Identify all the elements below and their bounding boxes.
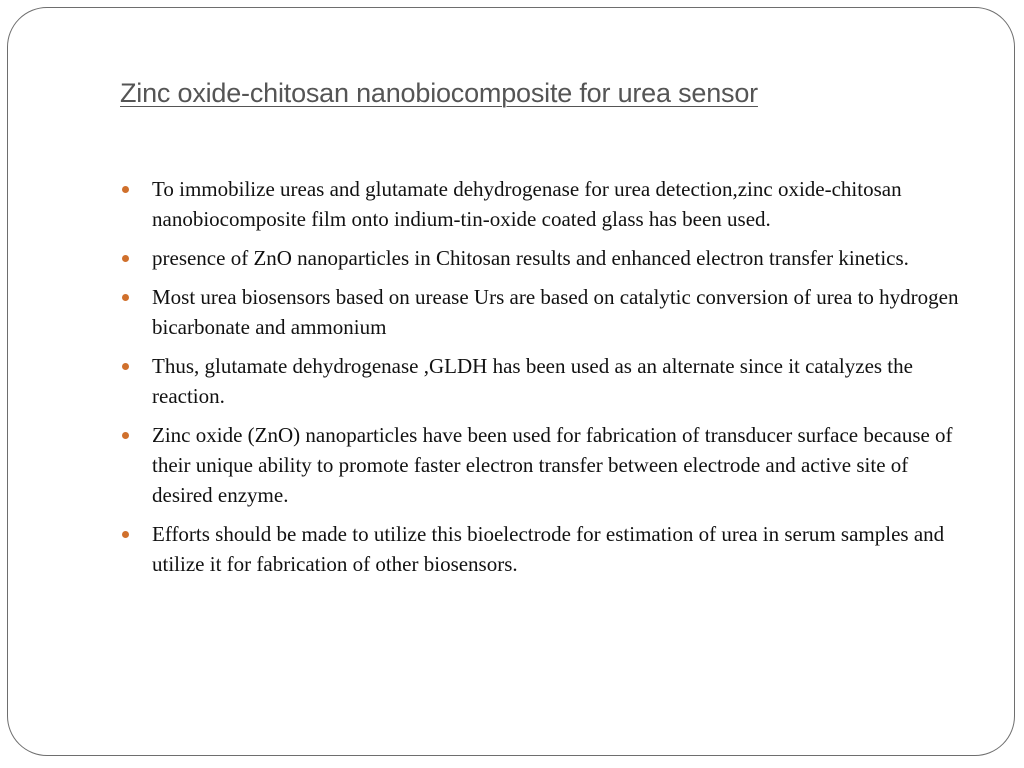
bullet-text: Zinc oxide (ZnO) nanoparticles have been used for fabrication of transducer surface because of their unique ability to promote faster electron transfer between electrode and active site of desired enzyme. xyxy=(152,423,953,507)
bullet-item xyxy=(120,243,960,273)
bullet-item xyxy=(120,420,960,510)
bullet-icon xyxy=(122,531,129,538)
bullet-icon xyxy=(122,294,129,301)
bullet-text: Thus, glutamate dehydrogenase ,GLDH has been used as an alternate since it catalyzes the reaction. xyxy=(152,354,913,408)
bullet-text: To immobilize ureas and glutamate dehydrogenase for urea detection,zinc oxide-chitosan nanobiocomposite film onto indium-tin-oxide coated glass has been used. xyxy=(152,177,902,231)
bullet-icon xyxy=(122,432,129,439)
bullet-item xyxy=(120,282,960,342)
bullet-item xyxy=(120,174,960,234)
bullet-item xyxy=(120,351,960,411)
bullet-list xyxy=(120,174,960,588)
bullet-icon xyxy=(122,363,129,370)
bullet-text: Efforts should be made to utilize this bioelectrode for estimation of urea in serum samples and utilize it for fabrication of other biosensors. xyxy=(152,522,945,576)
bullet-text: presence of ZnO nanoparticles in Chitosan results and enhanced electron transfer kinetics. xyxy=(152,246,909,270)
slide-frame xyxy=(7,7,1015,756)
bullet-item xyxy=(120,519,960,579)
slide-title: Zinc oxide-chitosan nanobiocomposite for urea sensor xyxy=(120,78,758,108)
bullet-icon xyxy=(122,255,129,262)
bullet-icon xyxy=(122,186,129,193)
bullet-text: Most urea biosensors based on urease Urs are based on catalytic conversion of urea to hydrogen bicarbonate and ammonium xyxy=(152,285,959,339)
